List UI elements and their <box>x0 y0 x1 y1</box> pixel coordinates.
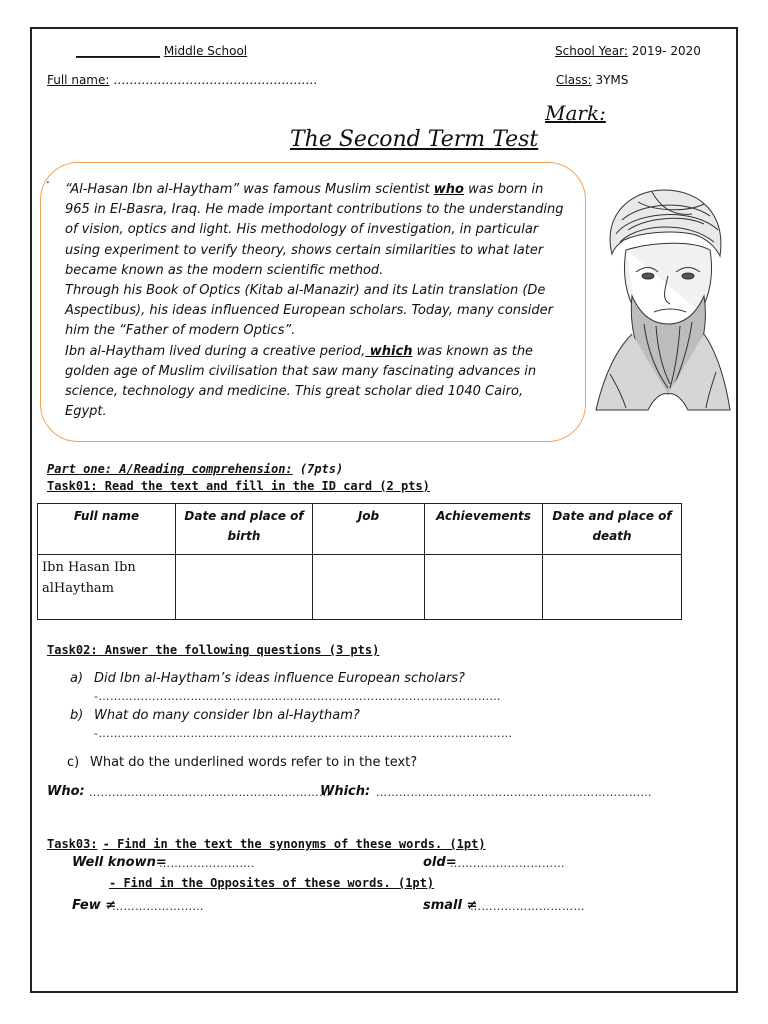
well-known-label: Well known= <box>72 855 167 870</box>
full-name-label: Full name: <box>47 73 110 87</box>
question-c: What do the underlined words refer to in the text? <box>90 755 418 770</box>
task1-title: Task01: Read the text and fill in the ID card (2 pts) <box>47 479 430 493</box>
task3-synonyms-instruction: - Find in the text the synonyms of these words. (1pt) <box>102 837 486 851</box>
class-info <box>556 73 628 87</box>
which-label: Which: <box>320 784 371 799</box>
question-b-marker: b) <box>70 708 84 723</box>
small-label: small ≠ <box>423 898 478 913</box>
cell-job[interactable] <box>313 555 425 620</box>
column-header: Full name <box>38 504 176 555</box>
school-year-label: School Year: <box>555 44 628 58</box>
passage-text <box>65 180 565 422</box>
school-label: Middle School <box>163 44 248 58</box>
passage-segment: “Al-Hasan Ibn al-Haytham” was famous Muslim scientist <box>65 182 434 197</box>
column-header: Date and place of death <box>543 504 682 555</box>
task3-label: Task03: <box>47 837 98 851</box>
who-label: Who: <box>47 784 85 799</box>
passage-bullet: . <box>46 172 50 186</box>
task3-heading <box>47 833 486 852</box>
few-label: Few ≠ <box>72 898 117 913</box>
class-value: 3YMS <box>595 73 629 87</box>
underlined-word-which: which <box>365 343 413 359</box>
column-header: Job <box>313 504 425 555</box>
part-one-label: Part one: A/Reading comprehension: <box>47 462 293 476</box>
who-answer-line[interactable]: ……………………………………………………… <box>89 786 331 799</box>
question-a: Did Ibn al-Haytham’s ideas influence European scholars? <box>94 671 465 686</box>
school-name <box>76 44 247 58</box>
old-answer[interactable]: ………………………… <box>450 857 565 870</box>
which-answer-line[interactable]: ……………………………………………………………… <box>376 786 652 799</box>
passage-segment: Through his Book of Optics (Kitab al-Manazir) and its Latin translation (De Aspectibus), his ideas influenced European scholars. Today, many consider him the “Father of modern Optics”. <box>65 283 554 339</box>
portrait-illustration <box>592 184 732 412</box>
table-row <box>38 555 682 620</box>
answer-b-line[interactable]: -……………………………………………………………………………………………… <box>94 727 513 740</box>
question-a-marker: a) <box>70 671 84 686</box>
well-known-answer[interactable]: ……………………. <box>159 857 255 870</box>
cell-achievements[interactable] <box>425 555 543 620</box>
passage-segment: was born in 965 in El-Basra, Iraq. He made important contributions to the understanding of vision, optics and light. His methodology of investigation, in particular using experiment to verify theory, shows certain similarities to what later became known as the modern scientific method. <box>65 182 564 278</box>
reading-passage <box>40 162 586 442</box>
column-header: Date and place of birth <box>176 504 313 555</box>
old-label: old= <box>423 855 457 870</box>
passage-segment: was known as the golden age of Muslim civilisation that saw many fascinating advances in science, technology and medicine. This great scholar died 1040 Cairo, Egypt. <box>65 343 537 420</box>
question-b: What do many consider Ibn al-Haytham? <box>94 708 360 723</box>
question-c-marker: c) <box>67 755 80 770</box>
page-title: The Second Term Test <box>290 127 539 152</box>
mark-label: Mark: <box>545 101 606 125</box>
full-name-dots: …………………………………………… <box>113 73 318 87</box>
small-answer[interactable]: ………………………… <box>470 900 585 913</box>
school-blank-line: ______________ <box>76 44 160 58</box>
column-header: Achievements <box>425 504 543 555</box>
id-card-table <box>37 503 682 620</box>
opposites-instruction: - Find in the Opposites of these words. (1pt) <box>109 876 435 890</box>
table-header-row <box>38 504 682 555</box>
part-one-heading <box>47 458 343 477</box>
part-one-points: (7pts) <box>292 462 344 476</box>
school-year-value: 2019- 2020 <box>631 44 701 58</box>
few-answer[interactable]: …………………… <box>112 900 204 913</box>
passage-segment: Ibn al-Haytham lived during a creative period, <box>65 343 366 359</box>
answer-a-line[interactable]: -…………………………………………………………………………………………… <box>94 690 501 703</box>
school-year <box>555 44 701 58</box>
cell-death[interactable] <box>543 555 682 620</box>
underlined-word-who: who <box>433 182 464 197</box>
full-name-field[interactable] <box>47 73 317 87</box>
cell-birth[interactable] <box>176 555 313 620</box>
cell-full-name: Ibn Hasan Ibn alHaytham <box>38 555 176 620</box>
task2-title: Task02: Answer the following questions (3 pts) <box>47 643 380 657</box>
class-label: Class: <box>556 73 592 87</box>
